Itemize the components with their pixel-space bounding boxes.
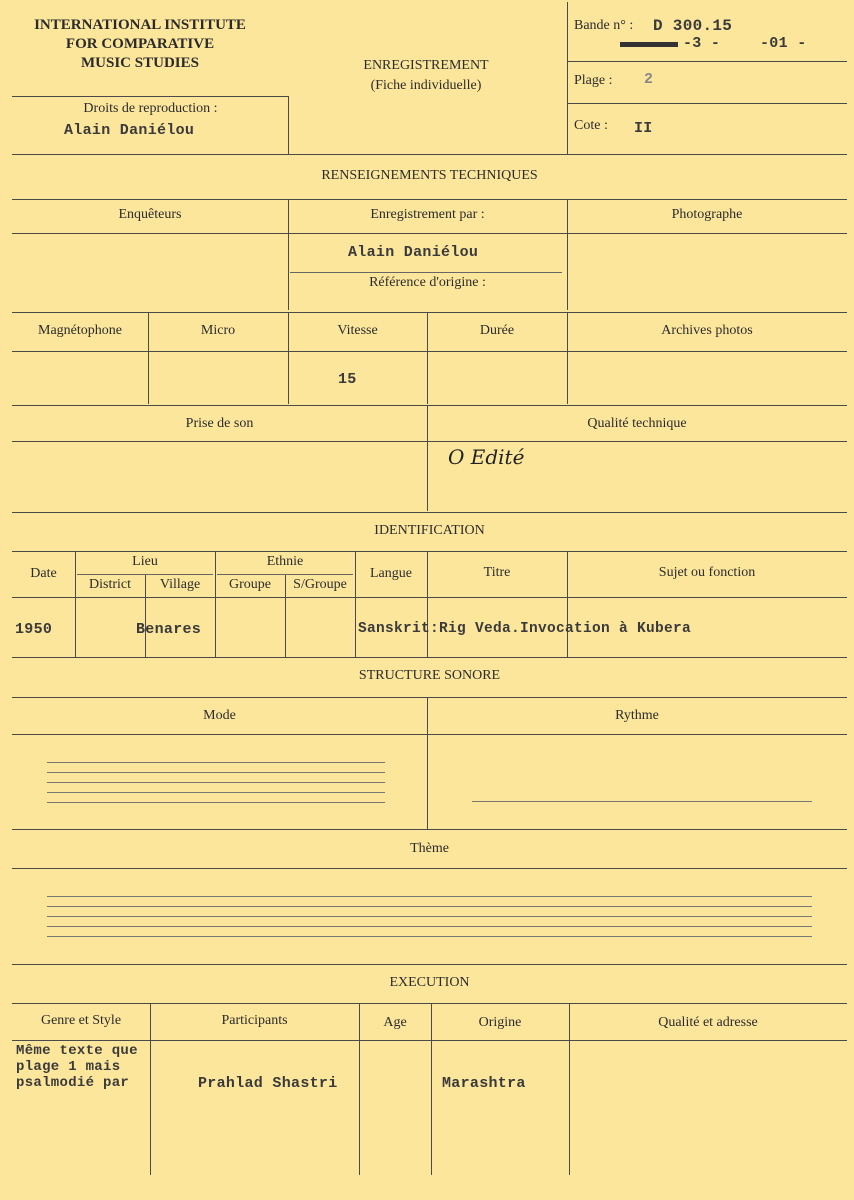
institute-line-1: INTERNATIONAL INSTITUTE — [34, 17, 246, 33]
micro-label: Micro — [200, 323, 236, 338]
duree-label: Durée — [479, 323, 515, 338]
form-title: ENREGISTREMENT — [363, 58, 489, 73]
qualite-technique-value: O Edité — [448, 445, 525, 469]
participants-label: Participants — [221, 1013, 288, 1028]
langue-label: Langue — [370, 566, 412, 581]
plage-label: Plage : — [574, 73, 613, 88]
date-label: Date — [30, 566, 57, 581]
ethnie-label: Ethnie — [266, 554, 304, 569]
photographe-label: Photographe — [671, 207, 743, 222]
sgroupe-label: S/Groupe — [293, 577, 347, 592]
reference-label: Référence d'origine : — [369, 275, 486, 290]
origine-value: Marashtra — [442, 1075, 526, 1092]
qualite-adresse-label: Qualité et adresse — [658, 1015, 758, 1030]
participants-value: Prahlad Shastri — [198, 1075, 338, 1092]
structure-section-title: STRUCTURE SONORE — [358, 668, 501, 683]
form-subtitle: (Fiche individuelle) — [370, 78, 482, 93]
institute-name — [10, 16, 270, 73]
cote-label: Cote : — [574, 118, 608, 133]
archives-label: Archives photos — [661, 323, 753, 338]
theme-label: Thème — [410, 841, 449, 856]
genre-line-1: Même texte que — [16, 1043, 138, 1059]
sujet-label: Sujet ou fonction — [658, 565, 756, 580]
mode-label: Mode — [203, 708, 236, 723]
identification-section-title: IDENTIFICATION — [374, 523, 485, 538]
enregistrement-label: Enregistrement par : — [370, 207, 485, 222]
lieu-label: Lieu — [132, 554, 158, 569]
enqueteurs-label: Enquêteurs — [118, 207, 182, 222]
langue-titre-value: Sanskrit:Rig Veda.Invocation à Kubera — [358, 621, 692, 637]
village-label: Village — [159, 577, 201, 592]
enregistrement-value: Alain Daniélou — [348, 244, 479, 261]
genre-value — [16, 1043, 138, 1091]
magnetophone-label: Magnétophone — [38, 323, 122, 338]
vitesse-value: 15 — [338, 371, 357, 388]
genre-label: Genre et Style — [40, 1013, 122, 1028]
institute-line-3: MUSIC STUDIES — [81, 55, 199, 71]
age-label: Age — [383, 1015, 407, 1030]
groupe-label: Groupe — [229, 577, 271, 592]
vitesse-label: Vitesse — [337, 323, 378, 338]
bande-sub-1: -3 - — [683, 35, 721, 52]
cote-value: II — [634, 120, 653, 137]
prise-label: Prise de son — [185, 416, 254, 431]
titre-label: Titre — [483, 565, 511, 580]
rythme-label: Rythme — [615, 708, 659, 723]
origine-label: Origine — [478, 1015, 522, 1030]
date-value: 1950 — [15, 621, 53, 638]
rights-label: Droits de reproduction : — [83, 101, 218, 116]
bande-label: Bande n° : — [574, 18, 634, 33]
lieu-value: Benares — [136, 621, 202, 638]
genre-line-2: plage 1 mais — [16, 1059, 121, 1075]
rights-value: Alain Daniélou — [64, 122, 195, 139]
execution-section-title: EXECUTION — [389, 975, 470, 990]
bande-sub-2: -01 - — [760, 35, 807, 52]
technique-section-title: RENSEIGNEMENTS TECHNIQUES — [321, 168, 538, 183]
bande-value: D 300.15 — [653, 17, 733, 35]
qualite-technique-label: Qualité technique — [587, 416, 687, 431]
district-label: District — [89, 577, 131, 592]
genre-line-3: psalmodié par — [16, 1075, 130, 1091]
institute-line-2: FOR COMPARATIVE — [65, 36, 215, 52]
plage-value: 2 — [644, 71, 654, 88]
